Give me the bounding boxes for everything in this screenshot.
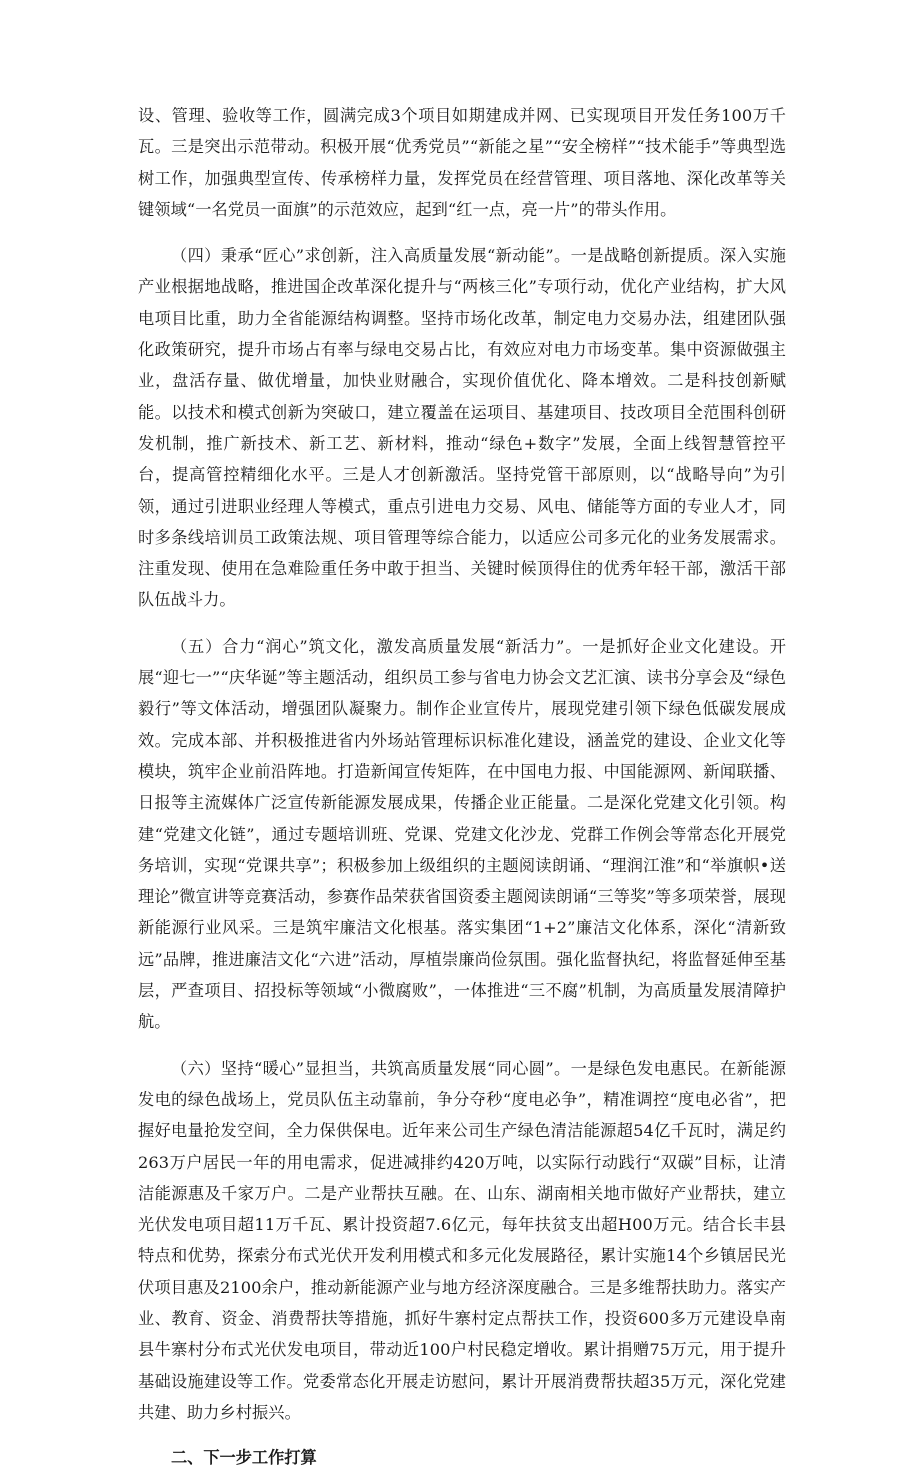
paragraph-section-6: （六）坚持“暖心”显担当，共筑高质量发展“同心圆”。一是绿色发电惠民。在新能源发电的绿色战场上，党员队伍主动靠前，争分夺秒“度电必争”，精准调控“度电必省”，把握好电量抢发空间，全力保供保电。近年来公司生产绿色清洁能源超54亿千瓦时，满足约263万户居民一年的用电需求，促进减排约420万吨，以实际行动践行“双碳”目标，让清洁能源惠及千家万户。二是产业帮扶互融。在、山东、湖南相关地市做好产业帮扶，建立光伏发电项目超11万千瓦、累计投资超7.6亿元，每年扶贫支出超H00万元。结合长丰县特点和优势，探索分布式光伏开发利用模式和多元化发展路径，累计实施14个乡镇居民光伏项目惠及2100余户，推动新能源产业与地方经济深度融合。三是多维帮扶助力。落实产业、教育、资金、消费帮扶等措施，抓好牛寨村定点帮扶工作，投资600多万元建设阜南县牛寨村分布式光伏发电项目，带动近100户村民稳定增收。累计捐赠75万元，用于提升基础设施建设等工作。党委常态化开展走访慰问，累计开展消费帮扶超35万元，深化党建共建、助力乡村振兴。	[138, 1058, 786, 1422]
paragraph-continuation: 设、管理、验收等工作，圆满完成3个项目如期建成并网、已实现项目开发任务100万千瓦。三是突出示范带动。积极开展“优秀党员”“新能之星”“安全榜样”“技术能手”等典型选树工作，加强典型宣传、传承榜样力量，发挥党员在经营管理、项目落地、深化改革等关键领域“一名党员一面旗”的示范效应，起到“红一点，亮一片”的带头作用。	[138, 106, 786, 219]
paragraph-section-4: （四）秉承“匠心”求创新，注入高质量发展“新动能”。一是战略创新提质。深入实施产业根据地战略，推进国企改革深化提升与“两核三化”专项行动，优化产业结构，扩大风电项目比重，助力全省能源结构调整。坚持市场化改革，制定电力交易办法，组建团队强化政策研究，提升市场占有率与绿电交易占比，有效应对电力市场变革。集中资源做强主业，盘活存量、做优增量，加快业财融合，实现价值优化、降本增效。二是科技创新赋能。以技术和模式创新为突破口，建立覆盖在运项目、基建项目、技改项目全范围科创研发机制，推广新技术、新工艺、新材料，推动“绿色+数字”发展，全面上线智慧管控平台，提高管控精细化水平。三是人才创新激活。坚持党管干部原则，以“战略导向”为引领，通过引进职业经理人等模式，重点引进电力交易、风电、储能等方面的专业人才，同时多条线培训员工政策法规、项目管理等综合能力，以适应公司多元化的业务发展需求。注重发现、使用在急难险重任务中敢于担当、关键时候顶得住的优秀年轻干部，激活干部队伍战斗力。	[138, 246, 786, 610]
section-heading-next-steps: 二、下一步工作打算	[171, 1448, 317, 1468]
paragraph-section-5: （五）合力“润心”筑文化，激发高质量发展“新活力”。一是抓好企业文化建设。开展“迎七一”“庆华诞”等主题活动，组织员工参与省电力协会文艺汇演、读书分享会及“绿色毅行”等文体活动，增强团队凝聚力。制作企业宣传片，展现党建引领下绿色低碳发展成效。完成本部、并积极推进省内外场站管理标识标准化建设，涵盖党的建设、企业文化等模块，筑牢企业前沿阵地。打造新闻宣传矩阵，在中国电力报、中国能源网、新闻联播、日报等主流媒体广泛宣传新能源发展成果，传播企业正能量。二是深化党建文化引领。构建“党建文化链”，通过专题培训班、党课、党建文化沙龙、党群工作例会等常态化开展党务培训，实现“党课共享”；积极参加上级组织的主题阅读朗诵、“理润江淮”和“举旗帜•送理论”微宣讲等竞赛活动，参赛作品荣获省国资委主题阅读朗诵“三等奖”等多项荣誉，展现新能源行业风采。三是筑牢廉洁文化根基。落实集团“1+2”廉洁文化体系，深化“清新致远”品牌，推进廉洁文化“六进”活动，厚植崇廉尚俭氛围。强化监督执纪，将监督延伸至基层，严查项目、招投标等领域“小微腐败”，一体推进“三不腐”机制，为高质量发展清障护航。	[138, 636, 786, 1032]
document-page	[138, 100, 786, 1473]
